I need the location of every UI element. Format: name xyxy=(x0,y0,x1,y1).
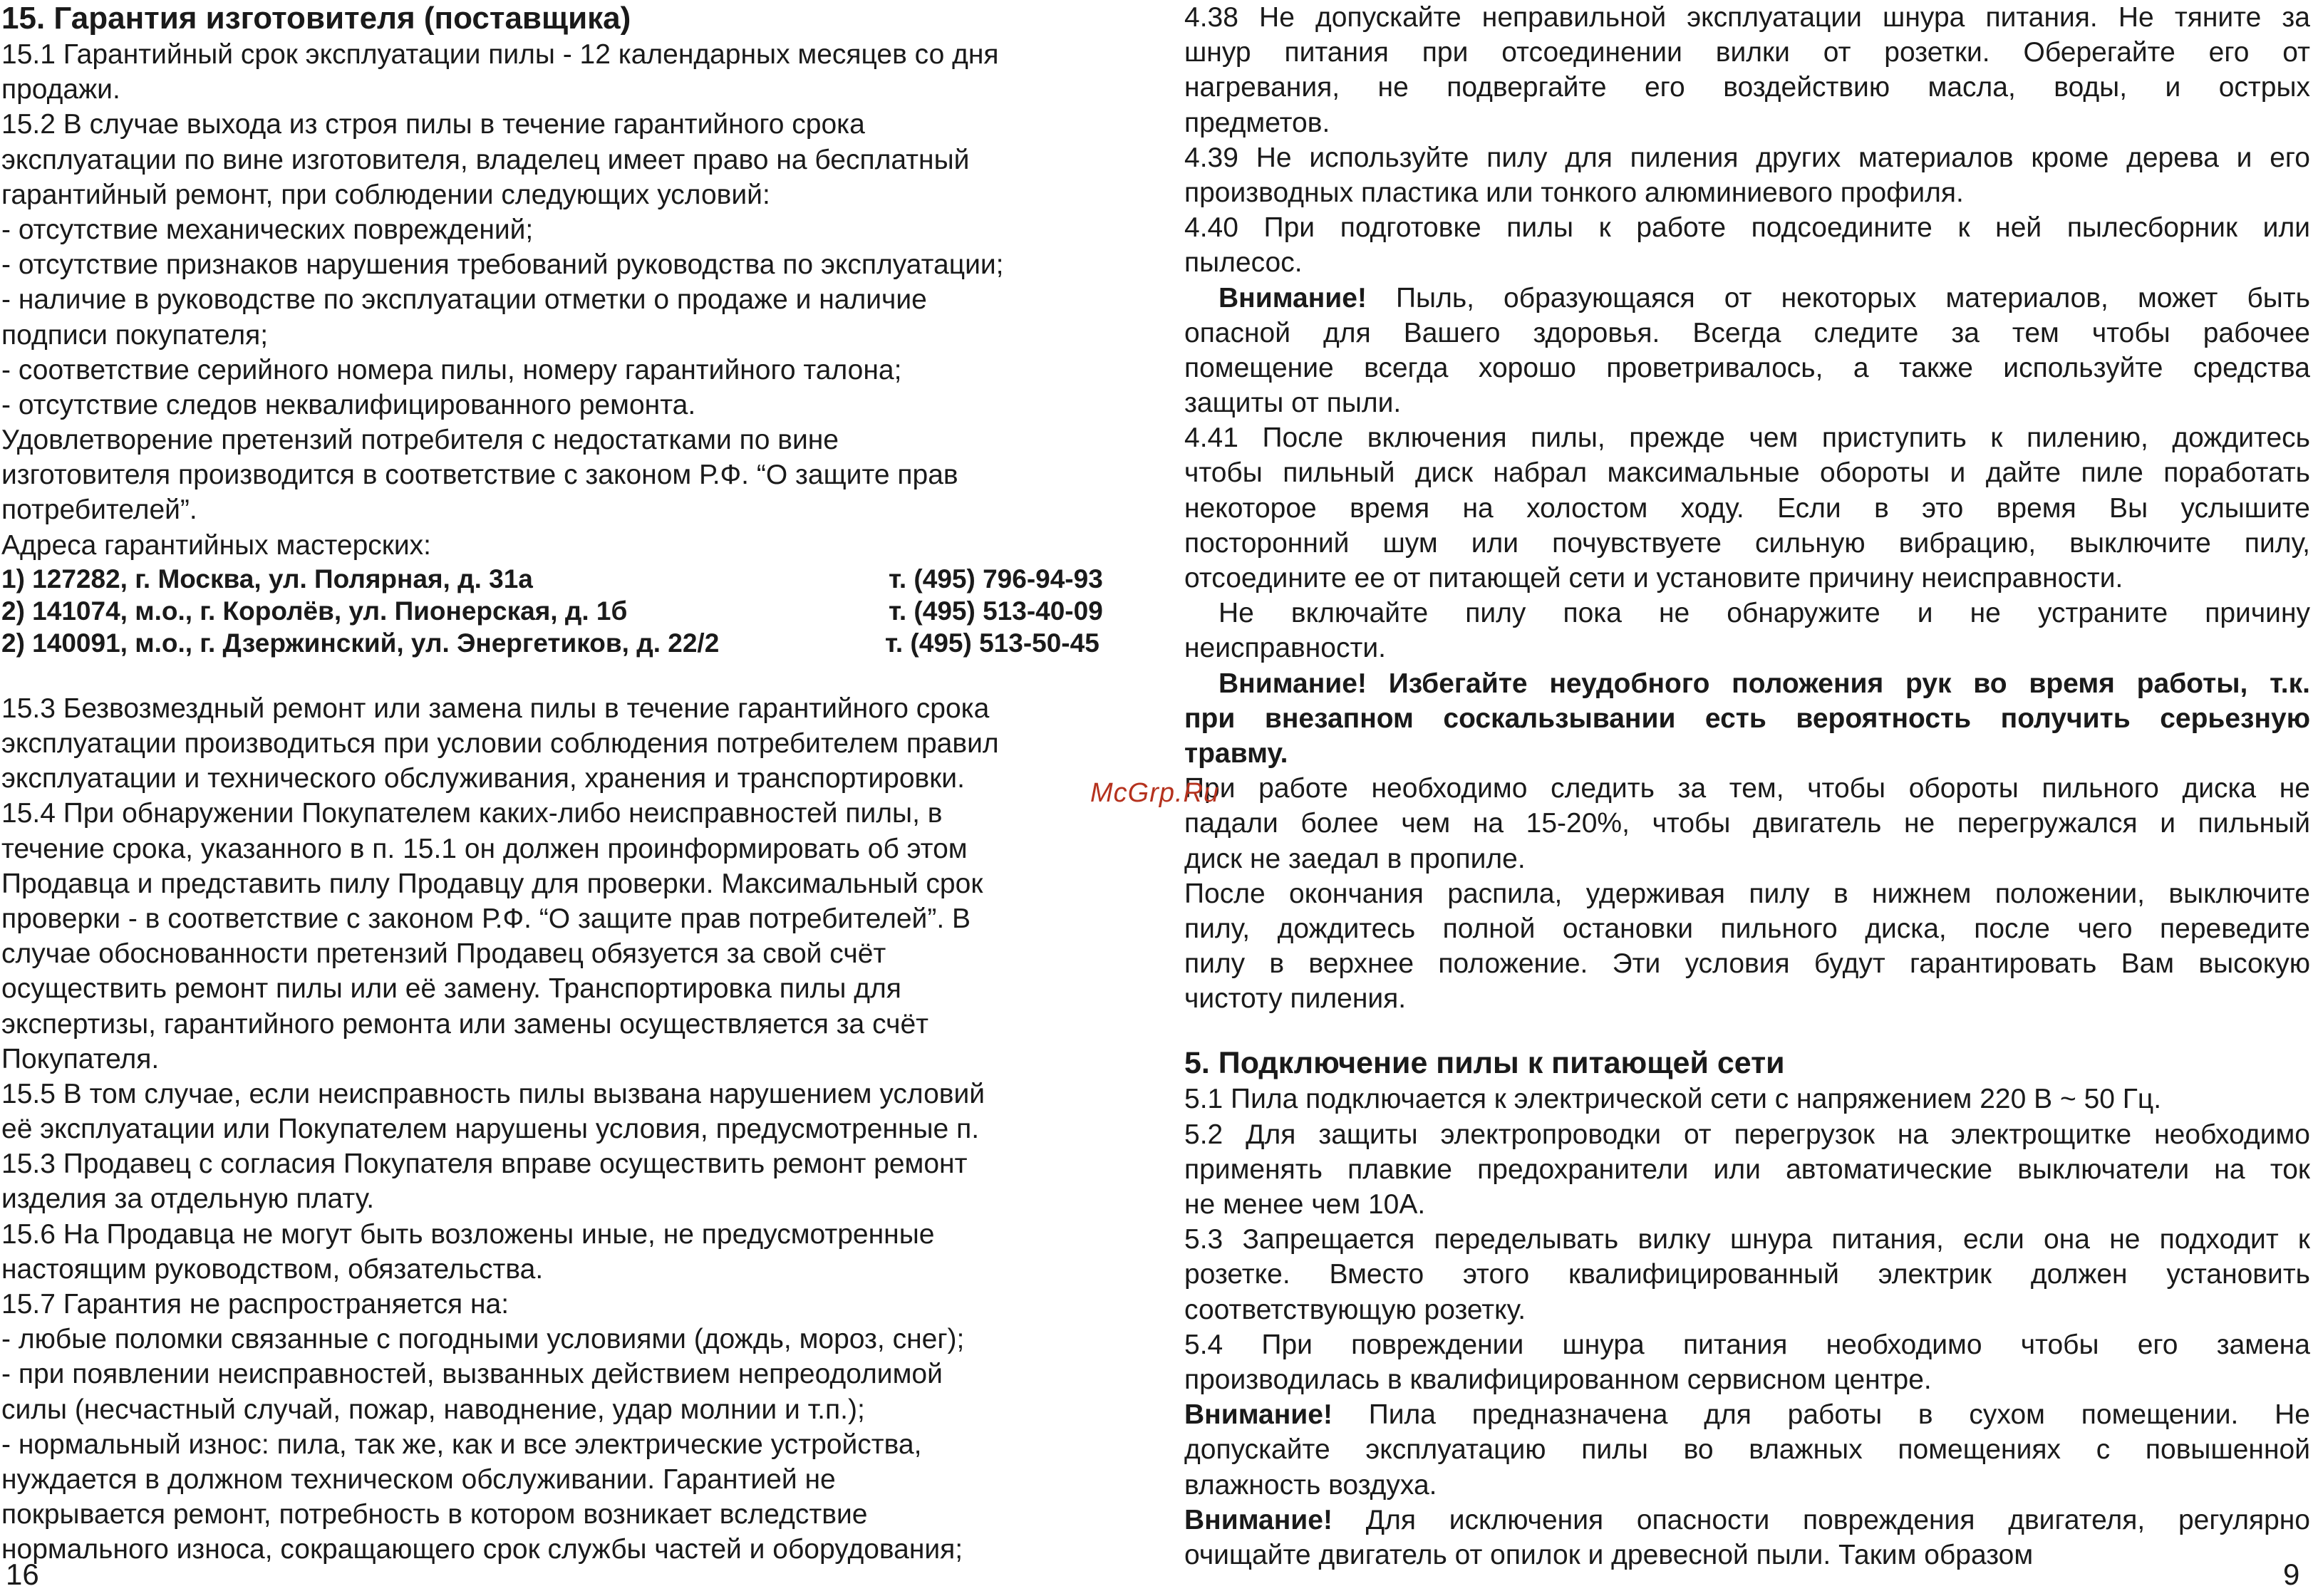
spacer xyxy=(1,659,1127,691)
text-line: 15.3 Безвозмездный ремонт или замена пилы в течение гарантийного срока xyxy=(1,693,990,724)
text-line: чтобы пильный диск набрал максимальные обороты и дайте пиле поработать xyxy=(1184,457,2310,489)
paragraph-4-39 xyxy=(1184,140,2310,210)
text-line: нормального износа, сокращающего срок службы частей и оборудования; xyxy=(1,1534,963,1565)
text-line: её эксплуатации или Покупателем нарушены условия, предусмотренные п. xyxy=(1,1114,980,1145)
paragraph-rpm xyxy=(1184,771,2310,876)
text-line: не менее чем 10А. xyxy=(1184,1189,1426,1220)
section-5-title: 5. Подключение пилы к питающей сети xyxy=(1184,1046,1785,1081)
text-line: После окончания распила, удерживая пилу в нижнем положении, выключите xyxy=(1184,878,2310,909)
text-line: Внимание! Пила предназначена для работы в сухом помещении. Не xyxy=(1184,1399,2310,1431)
text-line: травму. xyxy=(1184,737,1288,769)
text-line: посторонний шум или почувствуете сильную вибрацию, выключите пилу, xyxy=(1184,527,2310,559)
paragraph-4-38 xyxy=(1184,0,2310,140)
text-line: случае обоснованности претензий Продавец обязуется за свой счёт xyxy=(1,938,886,970)
text-line: настоящим руководством, обязательства. xyxy=(1,1253,544,1285)
text-line: производилась в квалифицированном сервисном центре. xyxy=(1184,1364,1932,1395)
text-line: Не включайте пилу пока не обнаружите и не устраните причину xyxy=(1218,598,2310,629)
text-line: Удовлетворение претензий потребителя с недостатками по вине xyxy=(1,425,839,456)
text-line: проверки - в соответствие с законом Р.Ф. “О защите прав потребителей”. В xyxy=(1,903,971,934)
paragraph-5-1 xyxy=(1184,1082,2310,1116)
text-line: - при появлении неисправностей, вызванных действием непреодолимой xyxy=(1,1359,943,1390)
text-line: подписи покупателя; xyxy=(1,319,269,351)
text-line: Внимание! Избегайте неудобного положения рук во время работы, т.к. xyxy=(1218,668,2310,699)
text-line: гарантийный ремонт, при соблюдении следующих условий: xyxy=(1,179,770,210)
text-line: 4.38 Не допускайте неправильной эксплуатации шнура питания. Не тяните за xyxy=(1184,2,2310,33)
text-line: Адреса гарантийных мастерских: xyxy=(1,529,431,561)
text-line: пилу, дождитесь полной остановки пильного диска, после чего переведите xyxy=(1184,913,2310,944)
text-line: некоторое время на холостом ходу. Если в это время Вы услышите xyxy=(1184,492,2310,524)
text-line: Внимание! Для исключения опасности повреждения двигателя, регулярно xyxy=(1184,1504,2310,1535)
attention-label: Внимание! xyxy=(1184,1504,1333,1535)
address-row xyxy=(1,595,1127,627)
text-line: опасной для Вашего здоровья. Всегда следите за тем чтобы рабочее xyxy=(1184,317,2310,348)
left-page xyxy=(1,0,1127,1568)
text-line: продажи. xyxy=(1,74,120,105)
text-line: - отсутствие следов неквалифицированного ремонта. xyxy=(1,389,696,420)
address-row xyxy=(1,563,1127,595)
text-line: 15.1 Гарантийный срок эксплуатации пилы - 12 календарных месяцев со дня xyxy=(1,39,999,70)
text-line: производных пластика или тонкого алюминиевого профиля. xyxy=(1184,177,1964,208)
warranty-block-2 xyxy=(1,691,1127,1568)
text-line: предметов. xyxy=(1184,107,1330,138)
text-line: течение срока, указанного в п. 15.1 он должен проинформировать об этом xyxy=(1,833,968,864)
spacer xyxy=(1184,1016,2310,1045)
text-line: 4.41 После включения пилы, прежде чем приступить к пилению, дождитесь xyxy=(1184,423,2310,454)
paragraph-no-start xyxy=(1184,596,2310,665)
text-line: - отсутствие механических повреждений; xyxy=(1,214,534,245)
text-line: силы (несчастный случай, пожар, наводнение, удар молнии и т.п.); xyxy=(1,1394,865,1425)
paragraph-4-40 xyxy=(1184,210,2310,280)
right-page xyxy=(1184,0,2310,1572)
paragraph-5-2 xyxy=(1184,1117,2310,1223)
address-text: 1) 127282, г. Москва, ул. Полярная, д. 31а xyxy=(1,564,533,594)
address-phone: т. (495) 513-40-09 xyxy=(889,596,1103,626)
text-line: влажность воздуха. xyxy=(1184,1469,1437,1501)
text-line: 15.5 В том случае, если неисправность пилы вызвана нарушением условий xyxy=(1,1078,985,1109)
text-line: 5.1 Пила подключается к электрической сети с напряжением 220 В ~ 50 Гц. xyxy=(1184,1084,2162,1115)
text-line: - наличие в руководстве по эксплуатации отметки о продаже и наличие xyxy=(1,284,927,316)
text-line: 15.4 При обнаружении Покупателем каких-либо неисправностей пилы, в xyxy=(1,798,943,829)
text-line: 15.2 В случае выхода из строя пилы в течение гарантийного срока xyxy=(1,109,865,140)
address-phone: т. (495) 513-50-45 xyxy=(885,628,1099,658)
address-phone: т. (495) 796-94-93 xyxy=(889,564,1103,594)
attention-dry-room xyxy=(1184,1397,2310,1503)
text-line: 5.2 Для защиты электропроводки от перегрузок на электрощитке необходимо xyxy=(1184,1119,2310,1150)
address-text: 2) 141074, м.о., г. Королёв, ул. Пионерская, д. 1б xyxy=(1,596,628,626)
page-number-left: 16 xyxy=(6,1558,39,1591)
text-line: 15.7 Гарантия не распространяется на: xyxy=(1,1289,509,1320)
section-15-title: 15. Гарантия изготовителя (поставщика) xyxy=(1,1,631,36)
text-line: изделия за отдельную плату. xyxy=(1,1183,375,1215)
text-line: 5.4 При повреждении шнура питания необходимо чтобы его замена xyxy=(1184,1329,2310,1360)
attention-label: Внимание! xyxy=(1218,282,1367,314)
paragraph-5-4 xyxy=(1184,1327,2310,1397)
watermark: McGrp.Ru xyxy=(1090,778,1220,808)
text-line: осуществить ремонт пилы или её замену. Транспортировка пилы для xyxy=(1,973,901,1005)
text-line: Внимание! Пыль, образующаяся от некоторых материалов, может быть xyxy=(1218,282,2310,314)
text-line: соответствующую розетку. xyxy=(1184,1294,1526,1325)
paragraph-4-41 xyxy=(1184,420,2310,596)
text-line: Покупателя. xyxy=(1,1043,160,1074)
text-line: потребителей”. xyxy=(1,494,197,526)
text-line: применять плавкие предохранители или автоматические выключатели на ток xyxy=(1184,1154,2310,1185)
text-line: при внезапном соскальзывании есть вероятность получить серьезную xyxy=(1184,703,2310,734)
text-line: пилу в верхнее положение. Эти условия будут гарантировать Вам высокую xyxy=(1184,948,2310,980)
text-line: эксплуатации по вине изготовителя, владелец имеет право на бесплатный xyxy=(1,144,970,175)
address-row xyxy=(1,627,1127,659)
address-text: 2) 140091, м.о., г. Дзержинский, ул. Энергетиков, д. 22/2 xyxy=(1,628,720,658)
text-line: экспертизы, гарантийного ремонта или замены осуществляется за счёт xyxy=(1,1008,929,1040)
service-addresses xyxy=(1,563,1127,659)
attention-motor-cleaning xyxy=(1184,1503,2310,1572)
text-line: чистоту пиления. xyxy=(1184,983,1407,1015)
text-line: нуждается в должном техническом обслуживании. Гарантией не xyxy=(1,1463,836,1495)
text-line: пылесос. xyxy=(1184,247,1303,279)
text-line: нагревания, не подвергайте его воздействию масла, воды, и острых xyxy=(1184,72,2310,103)
page-number-right: 9 xyxy=(2283,1558,2300,1591)
text-line: помещение всегда хорошо проветривалось, а также используйте средства xyxy=(1184,352,2310,383)
text-line: изготовителя производится в соответствие с законом Р.Ф. “О защите прав xyxy=(1,460,958,491)
text-line: - отсутствие признаков нарушения требований руководства по эксплуатации; xyxy=(1,249,1004,281)
text-line: шнур питания при отсоединении вилки от розетки. Оберегайте его от xyxy=(1184,37,2310,68)
text-line: падали более чем на 15-20%, чтобы двигатель не перегружался и пильный xyxy=(1184,808,2310,839)
text-line: эксплуатации и технического обслуживания, хранения и транспортировки. xyxy=(1,763,965,794)
text-line: отсоедините ее от питающей сети и установите причину неисправности. xyxy=(1184,563,2123,594)
text-line: - нормальный износ: пила, так же, как и все электрические устройства, xyxy=(1,1429,922,1460)
text-line: - любые поломки связанные с погодными условиями (дождь, мороз, снег); xyxy=(1,1324,965,1355)
text-line: неисправности. xyxy=(1184,633,1386,664)
text-line: 5.3 Запрещается переделывать вилку шнура питания, если она не подходит к xyxy=(1184,1224,2310,1255)
attention-label: Внимание! xyxy=(1184,1399,1333,1431)
text-line: - соответствие серийного номера пилы, номеру гарантийного талона; xyxy=(1,354,902,385)
text-line: розетке. Вместо этого квалифицированный электрик должен установить xyxy=(1184,1259,2310,1290)
text-line: очищайте двигатель от опилок и древесной пыли. Таким образом xyxy=(1184,1539,2034,1570)
text-line: 15.3 Продавец с согласия Покупателя вправе осуществить ремонт ремонт xyxy=(1,1149,968,1180)
text-line: Продавца и представить пилу Продавцу для проверки. Максимальный срок xyxy=(1,868,983,899)
text-line: 4.40 При подготовке пилы к работе подсоедините к ней пылесборник или xyxy=(1184,212,2310,244)
attention-dust xyxy=(1184,281,2310,421)
text-line: диск не заедал в пропиле. xyxy=(1184,843,1526,874)
text-line: 15.6 На Продавца не могут быть возложены иные, не предусмотренные xyxy=(1,1218,935,1250)
text-line: эксплуатации производиться при условии соблюдения потребителем правил xyxy=(1,728,999,759)
text-line: допускайте эксплуатацию пилы во влажных помещениях с повышенной xyxy=(1184,1434,2310,1466)
text-line: 4.39 Не используйте пилу для пиления других материалов кроме дерева и его xyxy=(1184,142,2310,173)
text-line: покрывается ремонт, потребность в котором возникает вследствие xyxy=(1,1499,868,1530)
paragraph-5-3 xyxy=(1184,1222,2310,1327)
text-line: При работе необходимо следить за тем, чтобы обороты пильного диска не xyxy=(1184,773,2310,804)
paragraph-after-cut xyxy=(1184,876,2310,1017)
warranty-block-1 xyxy=(1,37,1127,563)
attention-hands xyxy=(1184,666,2310,772)
text-line: защиты от пыли. xyxy=(1184,388,1402,419)
